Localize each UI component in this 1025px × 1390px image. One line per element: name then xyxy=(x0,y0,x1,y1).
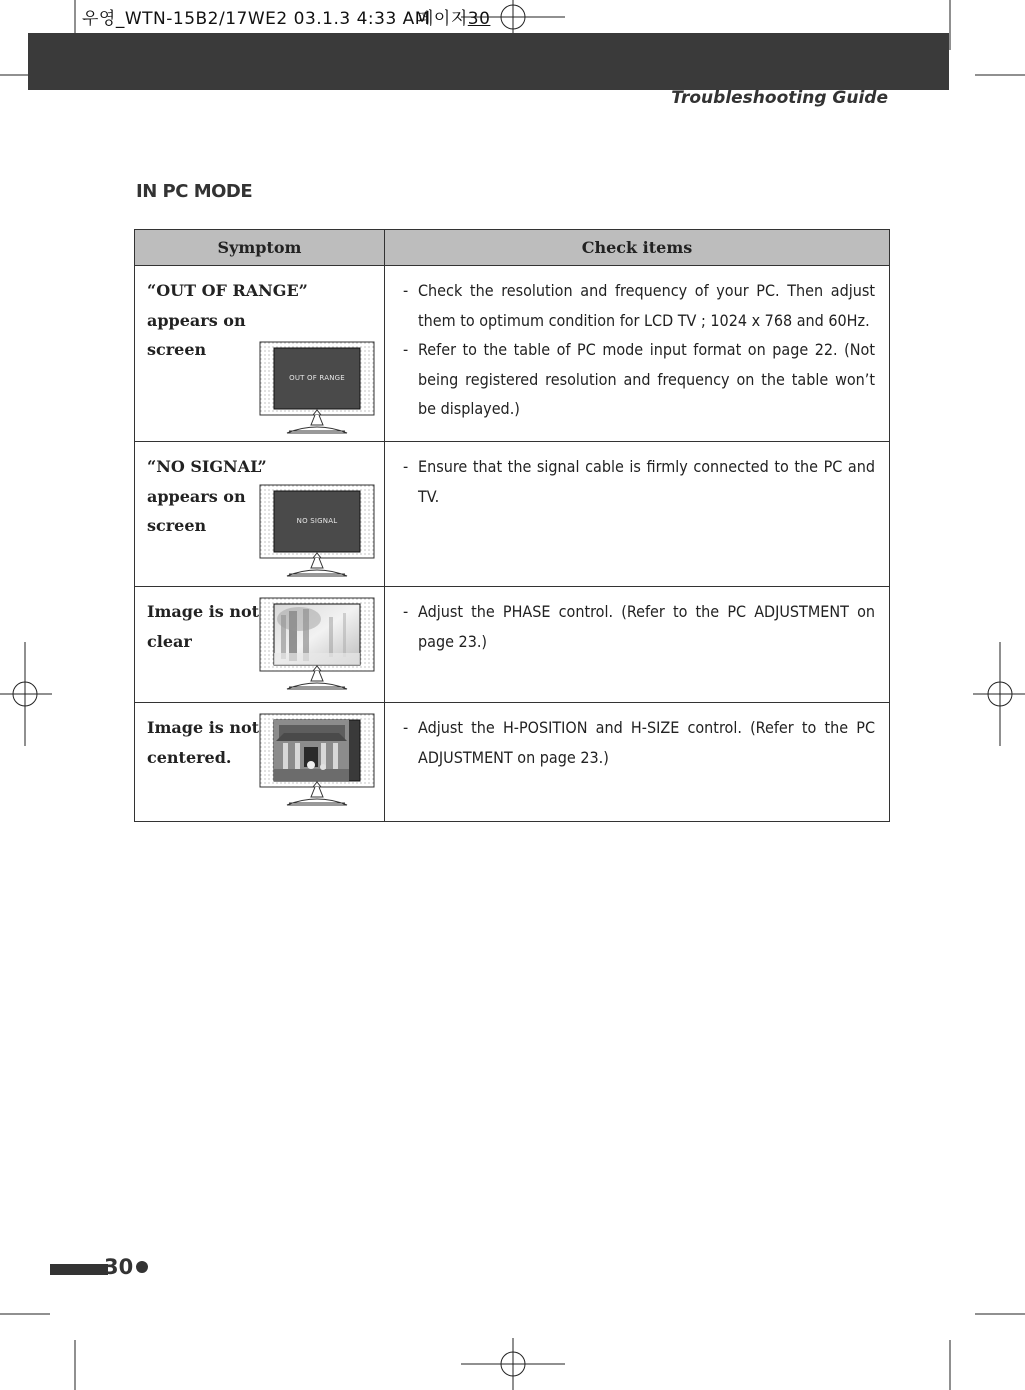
tv-monitor-icon xyxy=(259,341,375,435)
symptom-line: centered. xyxy=(147,747,232,767)
page-number-text: 30 xyxy=(104,1255,134,1279)
tv-screen-message: OUT OF RANGE xyxy=(289,374,345,382)
check-item: - Check the resolution and frequency of your PC. Then adjust them to optimum condition for LCD TV ; 1024 x 768 and 60Hz. xyxy=(403,281,875,330)
registration-mark-icon xyxy=(973,642,1025,746)
symptom-line: Image is not xyxy=(147,718,260,737)
table-row xyxy=(135,442,890,587)
symptom-column-header: Symptom xyxy=(135,230,385,266)
symptom-line: screen xyxy=(147,340,207,359)
check-item: - Adjust the H-POSITION and H-SIZE control. (Refer to the PC ADJUSTMENT on page 23.) xyxy=(403,718,875,767)
page-number-bar xyxy=(50,1264,108,1275)
symptom-line: “NO SIGNAL” xyxy=(147,457,267,476)
tv-screen-message: NO SIGNAL xyxy=(296,517,338,525)
check-cell xyxy=(385,587,890,703)
registration-mark-icon xyxy=(461,1338,565,1390)
troubleshooting-table xyxy=(134,229,890,822)
print-header xyxy=(82,4,491,29)
check-item-text: Check the resolution and frequency of your PC. Then adjust them to optimum condition for LCD TV ; 1024 x 768 and 60Hz. xyxy=(418,281,875,330)
symptom-cell xyxy=(135,266,385,442)
check-item-text: Adjust the H-POSITION and H-SIZE control. (Refer to the PC ADJUSTMENT on page 23.) xyxy=(418,718,875,767)
symptom-text xyxy=(147,452,267,541)
check-item: - Refer to the table of PC mode input format on page 22. (Not being registered resolution and frequency on the table won’t be displayed.) xyxy=(403,340,875,418)
table-row xyxy=(135,587,890,703)
symptom-line: appears on xyxy=(147,486,246,506)
check-item-text: Adjust the PHASE control. (Refer to the PC ADJUSTMENT on page 23.) xyxy=(418,602,875,651)
print-page-label: 페이지 xyxy=(417,9,468,29)
check-item: - Ensure that the signal cable is firmly connected to the PC and TV. xyxy=(403,457,875,506)
symptom-line: screen xyxy=(147,516,207,535)
symptom-cell xyxy=(135,442,385,587)
table-header-row xyxy=(135,230,890,266)
symptom-cell xyxy=(135,587,385,703)
print-file-info: 우영_WTN-15B2/17WE2 03.1.3 4:33 AM xyxy=(82,9,430,29)
symptom-line: “OUT OF RANGE” xyxy=(147,281,308,300)
print-page-number: 30 xyxy=(467,9,491,29)
check-item: - Adjust the PHASE control. (Refer to the PC ADJUSTMENT on page 23.) xyxy=(403,602,875,651)
symptom-text xyxy=(147,713,259,772)
table-row xyxy=(135,266,890,442)
tv-monitor-icon xyxy=(259,484,375,578)
symptom-cell xyxy=(135,703,385,822)
check-item-text: Refer to the table of PC mode input format on page 22. (Not being registered resolution and frequency on the table won’t be displayed.) xyxy=(418,340,875,418)
tv-monitor-icon xyxy=(259,597,375,691)
tv-monitor-icon xyxy=(259,713,375,807)
registration-mark-icon xyxy=(0,642,52,746)
table-row xyxy=(135,703,890,822)
check-cell xyxy=(385,442,890,587)
symptom-line: appears on xyxy=(147,310,246,330)
symptom-text xyxy=(147,597,259,656)
section-label: Troubleshooting Guide xyxy=(671,88,888,108)
check-cell xyxy=(385,703,890,822)
check-item-text: Ensure that the signal cable is firmly connected to the PC and TV. xyxy=(418,457,875,506)
symptom-line: clear xyxy=(147,631,192,651)
check-cell xyxy=(385,266,890,442)
page-title: IN PC MODE xyxy=(136,181,253,202)
header-band xyxy=(28,33,949,90)
check-column-header: Check items xyxy=(385,230,890,266)
symptom-line: Image is not xyxy=(147,602,260,621)
page-dot-icon xyxy=(136,1261,148,1273)
